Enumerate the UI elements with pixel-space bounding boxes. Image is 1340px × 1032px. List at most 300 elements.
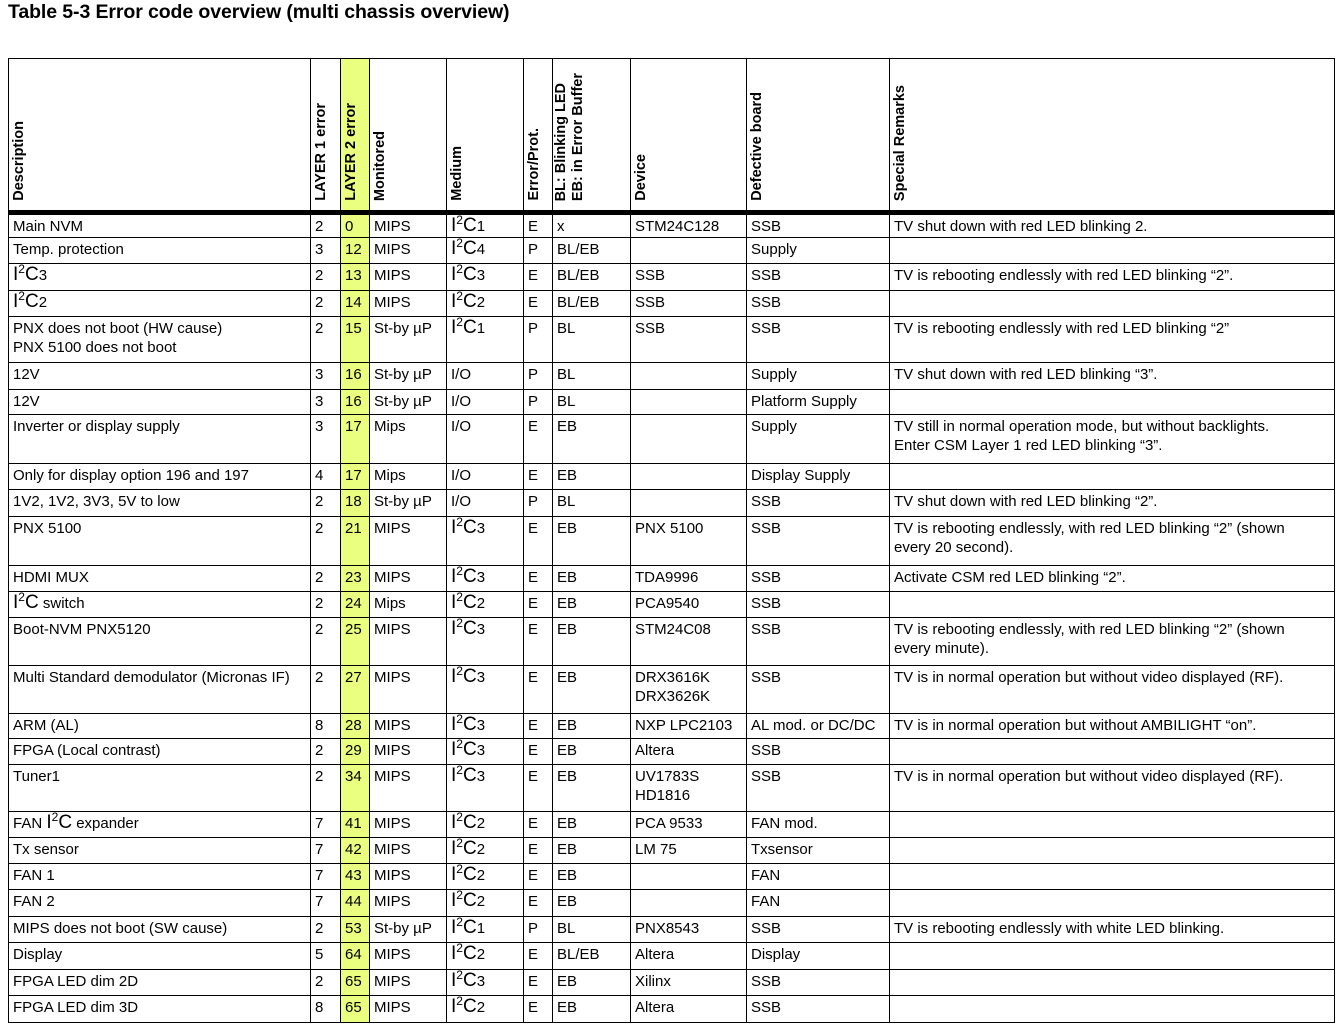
monitored-text: St-by µP xyxy=(374,366,432,383)
i2c-superscript: 2 xyxy=(18,591,25,604)
i2c-c-letter: C xyxy=(462,917,477,938)
device-text: PNX8543 xyxy=(635,920,700,937)
cell-device xyxy=(631,490,747,517)
description-i2c xyxy=(46,812,72,833)
i2c-c-letter: C xyxy=(462,890,477,911)
description-text: Tuner1 xyxy=(13,768,60,785)
cell-monitored xyxy=(370,838,447,864)
cell-medium xyxy=(447,838,524,864)
cell-layer2-error xyxy=(341,566,370,592)
cell-special-remarks xyxy=(890,739,1335,765)
cell-medium xyxy=(447,812,524,838)
cell-monitored xyxy=(370,970,447,996)
cell-defective-board xyxy=(747,838,890,864)
cell-medium xyxy=(447,996,524,1023)
medium-i2c xyxy=(451,970,485,991)
cell-eb-bl xyxy=(553,238,631,264)
cell-eb-bl xyxy=(553,592,631,618)
defective-board-text: AL mod. or DC/DC xyxy=(751,717,876,734)
i2c-c-letter: C xyxy=(462,714,477,735)
cell-description xyxy=(9,890,311,917)
defective-board-text: Platform Supply xyxy=(751,393,857,410)
error-prot-text: E xyxy=(528,815,539,832)
cell-device xyxy=(631,838,747,864)
cell-layer1-error xyxy=(311,812,341,838)
cell-error-prot xyxy=(524,291,553,317)
col-label: Special Remarks xyxy=(892,84,908,201)
special-remarks-text: TV is rebooting endlessly, with red LED blinking “2” (shown every 20 second). xyxy=(894,520,1285,556)
i2c-bus-number: 4 xyxy=(476,241,486,258)
cell-monitored xyxy=(370,464,447,490)
cell-error-prot xyxy=(524,943,553,970)
cell-monitored xyxy=(370,996,447,1023)
medium-i2c xyxy=(451,566,485,587)
col-label: EB: in Error Buffer xyxy=(570,72,586,201)
cell-monitored xyxy=(370,618,447,666)
description-text: FAN 1 xyxy=(13,867,55,884)
i2c-bus-letter: I xyxy=(451,765,457,786)
i2c-bus-letter: I xyxy=(451,739,457,760)
error-prot-text: E xyxy=(528,973,539,990)
medium-i2c xyxy=(451,765,485,786)
cell-layer1-error xyxy=(311,838,341,864)
cell-monitored xyxy=(370,390,447,415)
layer1-error-text: 2 xyxy=(315,768,324,785)
description-text: FAN 2 xyxy=(13,893,55,910)
cell-eb-bl xyxy=(553,415,631,464)
cell-monitored xyxy=(370,363,447,390)
device-text: NXP LPC2103 xyxy=(635,717,733,734)
medium-text: I/O xyxy=(451,418,472,435)
device-text: STM24C128 xyxy=(635,218,720,235)
medium-i2c xyxy=(451,592,485,613)
cell-defective-board xyxy=(747,390,890,415)
description-text: Temp. protection xyxy=(13,241,124,258)
cell-error-prot xyxy=(524,666,553,714)
layer1-error-text: 2 xyxy=(315,267,324,284)
cell-layer2-error xyxy=(341,666,370,714)
description-i2c xyxy=(13,264,47,285)
device-text: PCA9540 xyxy=(635,595,700,612)
medium-i2c xyxy=(451,890,485,911)
device-text: SSB xyxy=(635,267,666,284)
error-code-table xyxy=(8,58,1335,1023)
cell-description xyxy=(9,490,311,517)
device-text: Altera xyxy=(635,742,675,759)
i2c-bus-letter: I xyxy=(13,264,19,285)
i2c-bus-number: 3 xyxy=(476,669,486,686)
cell-medium xyxy=(447,970,524,996)
i2c-bus-letter: I xyxy=(451,618,457,639)
defective-board-text: SSB xyxy=(751,768,782,785)
layer2-error-text: 42 xyxy=(345,841,362,858)
device-text: PNX 5100 xyxy=(635,520,704,537)
cell-layer1-error xyxy=(311,765,341,812)
i2c-c-letter: C xyxy=(462,864,477,885)
i2c-c-letter: C xyxy=(24,264,39,285)
eb-bl-text: EB xyxy=(557,418,578,435)
i2c-superscript: 2 xyxy=(456,969,463,982)
cell-layer2-error xyxy=(341,464,370,490)
i2c-superscript: 2 xyxy=(456,290,463,303)
i2c-superscript: 2 xyxy=(456,811,463,824)
cell-error-prot xyxy=(524,490,553,517)
special-remarks-text: TV is in normal operation but without AMBILIGHT “on”. xyxy=(894,717,1257,734)
layer2-error-text: 17 xyxy=(345,418,362,435)
cell-device xyxy=(631,714,747,739)
col-label: Error/Prot. xyxy=(526,128,542,201)
error-prot-text: E xyxy=(528,520,539,537)
defective-board-text: SSB xyxy=(751,669,782,686)
layer1-error-text: 2 xyxy=(315,621,324,638)
cell-device xyxy=(631,765,747,812)
medium-text: I/O xyxy=(451,493,472,510)
device-text: Altera xyxy=(635,999,675,1016)
error-prot-text: E xyxy=(528,946,539,963)
cell-defective-board xyxy=(747,943,890,970)
cell-defective-board xyxy=(747,291,890,317)
cell-description xyxy=(9,363,311,390)
layer1-error-text: 2 xyxy=(315,920,324,937)
table-row xyxy=(9,592,1335,618)
cell-layer1-error xyxy=(311,363,341,390)
monitored-text: MIPS xyxy=(374,669,411,686)
i2c-bus-letter: I xyxy=(451,838,457,859)
layer2-error-text: 14 xyxy=(345,294,362,311)
cell-description xyxy=(9,390,311,415)
cell-description xyxy=(9,415,311,464)
layer1-error-text: 2 xyxy=(315,320,324,337)
cell-eb-bl xyxy=(553,996,631,1023)
i2c-bus-number: 1 xyxy=(476,920,486,937)
eb-bl-text: EB xyxy=(557,595,578,612)
cell-device xyxy=(631,666,747,714)
cell-error-prot xyxy=(524,812,553,838)
medium-i2c xyxy=(451,838,485,859)
i2c-bus-number: 3 xyxy=(476,621,486,638)
cell-special-remarks xyxy=(890,996,1335,1023)
i2c-bus-letter: I xyxy=(451,970,457,991)
i2c-superscript: 2 xyxy=(456,591,463,604)
layer1-error-text: 2 xyxy=(315,493,324,510)
i2c-c-letter: C xyxy=(462,838,477,859)
cell-device xyxy=(631,317,747,363)
i2c-superscript: 2 xyxy=(456,995,463,1008)
i2c-c-letter: C xyxy=(462,739,477,760)
monitored-text: MIPS xyxy=(374,218,411,235)
description-suffix: expander xyxy=(72,815,139,832)
cell-error-prot xyxy=(524,464,553,490)
eb-bl-text: BL xyxy=(557,393,576,410)
cell-monitored xyxy=(370,238,447,264)
cell-layer1-error xyxy=(311,490,341,517)
i2c-bus-letter: I xyxy=(451,996,457,1017)
cell-device xyxy=(631,996,747,1023)
cell-layer2-error xyxy=(341,517,370,566)
monitored-text: MIPS xyxy=(374,946,411,963)
device-text: DRX3616K DRX3626K xyxy=(635,669,711,705)
cell-medium xyxy=(447,415,524,464)
description-text: MIPS does not boot (SW cause) xyxy=(13,920,228,937)
i2c-superscript: 2 xyxy=(456,738,463,751)
cell-monitored xyxy=(370,864,447,890)
i2c-bus-number: 3 xyxy=(476,520,486,537)
i2c-bus-letter: I xyxy=(451,238,457,259)
cell-description xyxy=(9,996,311,1023)
cell-error-prot xyxy=(524,213,553,238)
description-text: Boot-NVM PNX5120 xyxy=(13,621,151,638)
cell-special-remarks xyxy=(890,812,1335,838)
cell-layer2-error xyxy=(341,714,370,739)
medium-i2c xyxy=(451,317,485,338)
cell-description xyxy=(9,943,311,970)
device-text: UV1783S HD1816 xyxy=(635,768,700,804)
cell-medium xyxy=(447,213,524,238)
cell-description xyxy=(9,317,311,363)
cell-monitored xyxy=(370,666,447,714)
cell-layer1-error xyxy=(311,238,341,264)
cell-device xyxy=(631,363,747,390)
i2c-bus-letter: I xyxy=(451,291,457,312)
cell-medium xyxy=(447,618,524,666)
cell-layer2-error xyxy=(341,213,370,238)
i2c-bus-letter: I xyxy=(451,812,457,833)
monitored-text: MIPS xyxy=(374,742,411,759)
cell-layer1-error xyxy=(311,864,341,890)
layer1-error-text: 3 xyxy=(315,241,324,258)
cell-special-remarks xyxy=(890,517,1335,566)
error-prot-text: E xyxy=(528,621,539,638)
layer1-error-text: 2 xyxy=(315,520,324,537)
cell-error-prot xyxy=(524,890,553,917)
cell-eb-bl xyxy=(553,264,631,291)
table-row xyxy=(9,363,1335,390)
defective-board-text: Display Supply xyxy=(751,467,851,484)
i2c-superscript: 2 xyxy=(456,764,463,777)
device-text: SSB xyxy=(635,320,666,337)
i2c-superscript: 2 xyxy=(456,837,463,850)
cell-error-prot xyxy=(524,765,553,812)
cell-medium xyxy=(447,291,524,317)
eb-bl-text: BL/EB xyxy=(557,267,600,284)
cell-eb-bl xyxy=(553,890,631,917)
i2c-bus-number: 2 xyxy=(476,841,486,858)
defective-board-text: Txsensor xyxy=(751,841,813,858)
i2c-superscript: 2 xyxy=(456,942,463,955)
cell-eb-bl xyxy=(553,714,631,739)
eb-bl-text: EB xyxy=(557,669,578,686)
error-prot-text: E xyxy=(528,294,539,311)
eb-bl-text: x xyxy=(557,218,565,235)
defective-board-text: Supply xyxy=(751,366,797,383)
cell-device xyxy=(631,592,747,618)
cell-layer1-error xyxy=(311,890,341,917)
defective-board-text: SSB xyxy=(751,920,782,937)
cell-error-prot xyxy=(524,415,553,464)
device-text: TDA9996 xyxy=(635,569,699,586)
eb-bl-text: EB xyxy=(557,467,578,484)
error-prot-text: E xyxy=(528,999,539,1016)
cell-eb-bl xyxy=(553,864,631,890)
cell-special-remarks xyxy=(890,363,1335,390)
layer1-error-text: 2 xyxy=(315,973,324,990)
cell-description xyxy=(9,739,311,765)
col-label: Medium xyxy=(449,146,465,201)
cell-description xyxy=(9,864,311,890)
cell-defective-board xyxy=(747,415,890,464)
cell-layer1-error xyxy=(311,739,341,765)
cell-eb-bl xyxy=(553,317,631,363)
eb-bl-text: EB xyxy=(557,742,578,759)
cell-error-prot xyxy=(524,592,553,618)
i2c-superscript: 2 xyxy=(456,316,463,329)
cell-device xyxy=(631,812,747,838)
error-prot-text: E xyxy=(528,717,539,734)
cell-medium xyxy=(447,517,524,566)
medium-i2c xyxy=(451,618,485,639)
col-label: LAYER 1 error xyxy=(313,103,329,201)
i2c-bus-number: 2 xyxy=(476,867,486,884)
layer2-error-text: 17 xyxy=(345,467,362,484)
description-i2c xyxy=(13,291,47,312)
table-row xyxy=(9,765,1335,812)
cell-monitored xyxy=(370,765,447,812)
col-label: LAYER 2 error xyxy=(343,103,359,201)
eb-bl-text: EB xyxy=(557,569,578,586)
i2c-bus-letter: I xyxy=(451,517,457,538)
monitored-text: Mips xyxy=(374,595,406,612)
i2c-c-letter: C xyxy=(462,517,477,538)
col-header-description xyxy=(9,59,311,213)
cell-special-remarks xyxy=(890,592,1335,618)
cell-eb-bl xyxy=(553,943,631,970)
medium-text: I/O xyxy=(451,393,472,410)
error-prot-text: P xyxy=(528,366,539,383)
cell-eb-bl xyxy=(553,464,631,490)
error-prot-text: P xyxy=(528,920,539,937)
cell-special-remarks xyxy=(890,714,1335,739)
description-text: Main NVM xyxy=(13,218,84,235)
cell-description xyxy=(9,566,311,592)
monitored-text: MIPS xyxy=(374,999,411,1016)
cell-defective-board xyxy=(747,864,890,890)
cell-layer1-error xyxy=(311,666,341,714)
cell-monitored xyxy=(370,490,447,517)
defective-board-text: FAN xyxy=(751,867,781,884)
cell-medium xyxy=(447,363,524,390)
cell-device xyxy=(631,943,747,970)
col-label: Defective board xyxy=(749,92,765,201)
cell-layer2-error xyxy=(341,264,370,291)
medium-i2c xyxy=(451,917,485,938)
cell-special-remarks xyxy=(890,490,1335,517)
layer1-error-text: 5 xyxy=(315,946,324,963)
error-prot-text: E xyxy=(528,569,539,586)
cell-eb-bl xyxy=(553,566,631,592)
error-prot-text: E xyxy=(528,841,539,858)
table-body xyxy=(9,213,1335,1023)
layer2-error-text: 34 xyxy=(345,768,362,785)
table-row xyxy=(9,566,1335,592)
i2c-bus-number: 1 xyxy=(476,320,486,337)
i2c-bus-number: 3 xyxy=(476,973,486,990)
cell-special-remarks xyxy=(890,838,1335,864)
special-remarks-text: TV shut down with red LED blinking “2”. xyxy=(894,493,1158,510)
cell-special-remarks xyxy=(890,317,1335,363)
cell-device xyxy=(631,739,747,765)
cell-description xyxy=(9,838,311,864)
monitored-text: St-by µP xyxy=(374,493,432,510)
table-row xyxy=(9,390,1335,415)
cell-device xyxy=(631,566,747,592)
eb-bl-text: BL/EB xyxy=(557,294,600,311)
error-prot-text: P xyxy=(528,241,539,258)
table-row xyxy=(9,838,1335,864)
defective-board-text: SSB xyxy=(751,520,782,537)
cell-special-remarks xyxy=(890,566,1335,592)
table-row xyxy=(9,213,1335,238)
medium-i2c xyxy=(451,714,485,735)
cell-error-prot xyxy=(524,264,553,291)
cell-eb-bl xyxy=(553,765,631,812)
cell-medium xyxy=(447,264,524,291)
layer1-error-text: 2 xyxy=(315,294,324,311)
i2c-c-letter: C xyxy=(462,291,477,312)
error-prot-text: E xyxy=(528,893,539,910)
cell-description xyxy=(9,970,311,996)
description-text: Display xyxy=(13,946,63,963)
cell-layer2-error xyxy=(341,943,370,970)
cell-defective-board xyxy=(747,618,890,666)
medium-i2c xyxy=(451,291,485,312)
i2c-c-letter: C xyxy=(462,215,477,236)
special-remarks-text: TV is in normal operation but without video displayed (RF). xyxy=(894,669,1284,686)
i2c-superscript: 2 xyxy=(456,889,463,902)
cell-description xyxy=(9,264,311,291)
medium-i2c xyxy=(451,812,485,833)
cell-layer2-error xyxy=(341,812,370,838)
col-header-special-remarks xyxy=(890,59,1335,213)
error-prot-text: E xyxy=(528,595,539,612)
layer2-error-text: 16 xyxy=(345,393,362,410)
medium-text: I/O xyxy=(451,366,472,383)
layer2-error-text: 65 xyxy=(345,973,362,990)
cell-medium xyxy=(447,238,524,264)
description-suffix: switch xyxy=(38,595,85,612)
cell-monitored xyxy=(370,415,447,464)
cell-defective-board xyxy=(747,666,890,714)
cell-layer2-error xyxy=(341,864,370,890)
medium-i2c xyxy=(451,666,485,687)
cell-medium xyxy=(447,943,524,970)
special-remarks-text: TV still in normal operation mode, but without backlights. Enter CSM Layer 1 red LED blinking “3”. xyxy=(894,418,1270,454)
cell-layer1-error xyxy=(311,317,341,363)
medium-i2c xyxy=(451,943,485,964)
i2c-bus-number: 3 xyxy=(476,267,486,284)
i2c-c-letter: C xyxy=(462,943,477,964)
i2c-bus-letter: I xyxy=(451,317,457,338)
col-label: Description xyxy=(11,121,27,201)
cell-eb-bl xyxy=(553,739,631,765)
i2c-superscript: 2 xyxy=(456,565,463,578)
medium-i2c xyxy=(451,864,485,885)
description-text: 12V xyxy=(13,366,40,383)
cell-layer2-error xyxy=(341,415,370,464)
layer2-error-text: 29 xyxy=(345,742,362,759)
i2c-c-letter: C xyxy=(462,238,477,259)
defective-board-text: Supply xyxy=(751,241,797,258)
cell-monitored xyxy=(370,890,447,917)
